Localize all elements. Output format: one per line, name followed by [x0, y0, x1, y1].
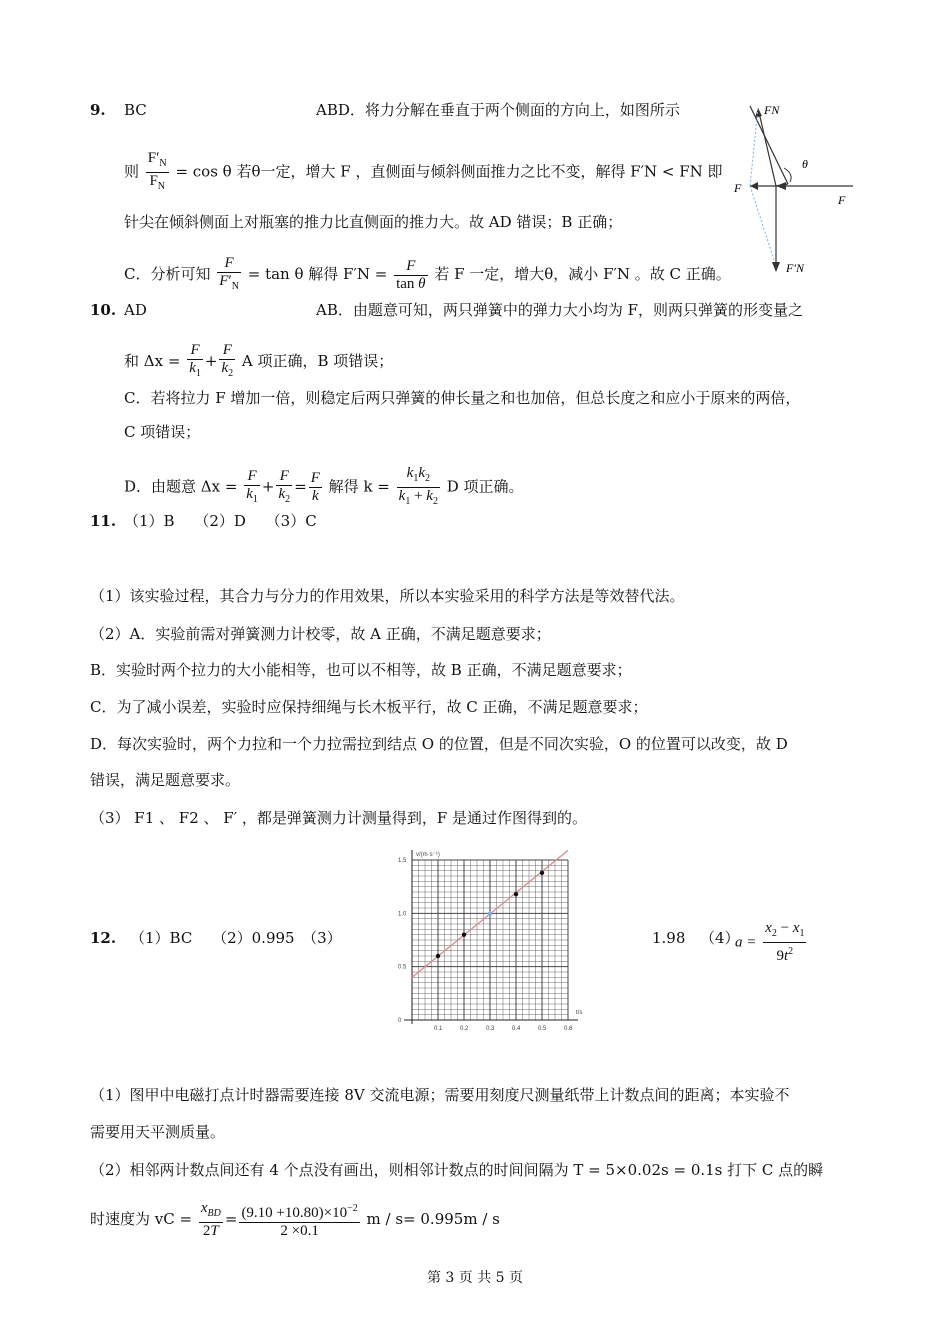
- q9-line2: 则 $\frac{F'_N}{F_N}$ = cos θ 若θ一定，增大 F ，直侧面与倾斜侧面推力之比不变，解得 F′N < FN 即: [124, 150, 723, 195]
- label-fn: FN: [764, 103, 780, 117]
- label-theta: θ: [802, 157, 808, 171]
- x-tick-label: 0.6: [564, 1026, 573, 1032]
- label-f-left: F: [734, 181, 742, 195]
- q9-line4: C．分析可知 $\frac{F}{F'_N}$ = tan θ 解得 F′N = $\frac{F}{\text{tan θ}}$ 若 F 一定，增大θ，减小 F′N 。故 C 正确。: [124, 255, 731, 295]
- y-tick-label: 1.0: [398, 911, 407, 918]
- q11-p5: D．每次实验时，两个力拉和一个力拉需拉到结点 O 的位置，但是不同次实验，O 的位置可以改变，故 D: [90, 735, 788, 753]
- y-axis-label: v/(m·s⁻¹): [416, 852, 440, 858]
- q11-p3: B．实验时两个拉力的大小能相等，也可以不相等，故 B 正确，不满足题意要求；: [90, 661, 632, 679]
- fraction-fn-prime-over-fn: $\frac{F'_N}{F_N}$: [147, 150, 167, 192]
- q10-number: 10.: [90, 301, 117, 319]
- x-tick-label: 0.3: [486, 1026, 495, 1032]
- q9-answer: BC: [124, 101, 147, 119]
- q11-p7: （3） F1 、 F2 、 F′ ，都是弹簧测力计测量得到，F 是通过作图得到的。: [90, 809, 588, 827]
- fraction-f-over-tan: $\frac{F}{\text{tan θ}}$: [396, 257, 426, 292]
- q11-p6: 错误，满足题意要求。: [90, 771, 241, 789]
- label-fn-prime: F′N: [786, 261, 804, 275]
- q12-slope: 1.98: [652, 929, 686, 947]
- y-tick-label: 1.5: [398, 858, 407, 864]
- data-point: [462, 932, 466, 936]
- q11-answer: （1）B （2）D （3）C: [124, 512, 317, 530]
- q12-accel-formula: a = $\frac{x_2 - x_1}{9t^2}$: [735, 920, 805, 964]
- q10-line2: 和 Δx = $\frac{F}{k_1}$ + $\frac{F}{k_2}$ A 项正确，B 项错误；: [124, 342, 394, 379]
- q10-answer: AD: [124, 301, 147, 319]
- x-axis-label: t/s: [576, 1010, 582, 1016]
- fraction-f-over-fn-prime: $\frac{F}{F'_N}$: [219, 255, 239, 292]
- force-decomposition-figure: [728, 96, 868, 276]
- x-tick-label: 0.2: [460, 1026, 469, 1032]
- q10-line1: AB．由题意可知，两只弹簧中的弹力大小均为 F，则两只弹簧的形变量之: [316, 301, 804, 319]
- data-point: [540, 871, 544, 875]
- page-footer: 第 3 页 共 5 页: [426, 1270, 524, 1286]
- vt-graph: [382, 840, 582, 1040]
- q9-number: 9.: [90, 101, 106, 119]
- x-tick-label: 0.1: [434, 1026, 443, 1032]
- q12-p4: 时速度为 vC = $\frac{x_{BD}}{2T}$ = $\frac{(9.10 +10.80)\times 10^{-2}}{2 \times 0.1}$ m / s= 0.995m / s: [90, 1200, 500, 1239]
- q12-answer: （1）BC （2）0.995 （3）: [130, 929, 342, 947]
- data-point: [488, 912, 492, 916]
- q11-p2: （2）A．实验前需对弹簧测力计校零，故 A 正确，不满足题意要求；: [90, 625, 551, 643]
- x-tick-label: 0.4: [512, 1026, 521, 1032]
- y-tick-label: 0: [398, 1018, 402, 1024]
- q12-p1: （1）图甲中电磁打点计时器需要连接 8V 交流电源；需要用刻度尺测量纸带上计数点间的距离；本实验不: [90, 1086, 790, 1104]
- q12-part4-label: （4）: [700, 929, 740, 947]
- q11-number: 11.: [90, 512, 117, 530]
- q11-p1: （1）该实验过程，其合力与分力的作用效果，所以本实验采用的科学方法是等效替代法。: [90, 587, 685, 605]
- q10-line5: D．由题意 Δx = $\frac{F}{k_1}$ + $\frac{F}{k_2}$ = $\frac{F}{k}$ 解得 k = $\frac{k_1k_2}{k_1 + k_2}$ D 项正确。: [124, 465, 524, 507]
- parallelogram-dashed-line: [750, 186, 776, 266]
- x-tick-label: 0.5: [538, 1026, 547, 1032]
- q9-line1: ABD．将力分解在垂直于两个侧面的方向上，如图所示: [316, 101, 680, 119]
- q10-line3: C．若将拉力 F 增加一倍，则稳定后两只弹簧的伸长量之和也加倍，但总长度之和应小于原来的两倍，: [124, 389, 801, 407]
- q10-line4: C 项错误；: [124, 423, 201, 441]
- data-point: [436, 954, 440, 958]
- data-point: [514, 892, 518, 896]
- label-f-right: F: [838, 193, 846, 207]
- q11-p4: C．为了减小误差，实验时应保持细绳与长木板平行，故 C 正确，不满足题意要求；: [90, 698, 648, 716]
- y-tick-label: 0.5: [398, 964, 407, 971]
- fn-arrow: [758, 108, 776, 186]
- q9-line3: 针尖在倾斜侧面上对瓶塞的推力比直侧面的推力大。故 AD 错误；B 正确；: [124, 213, 623, 231]
- q12-p2: 需要用天平测质量。: [90, 1123, 226, 1141]
- q12-p3: （2）相邻两计数点间还有 4 个点没有画出，则相邻计数点的时间间隔为 T = 5×0.02s = 0.1s 打下 C 点的瞬: [90, 1161, 824, 1179]
- q12-number: 12.: [90, 929, 117, 947]
